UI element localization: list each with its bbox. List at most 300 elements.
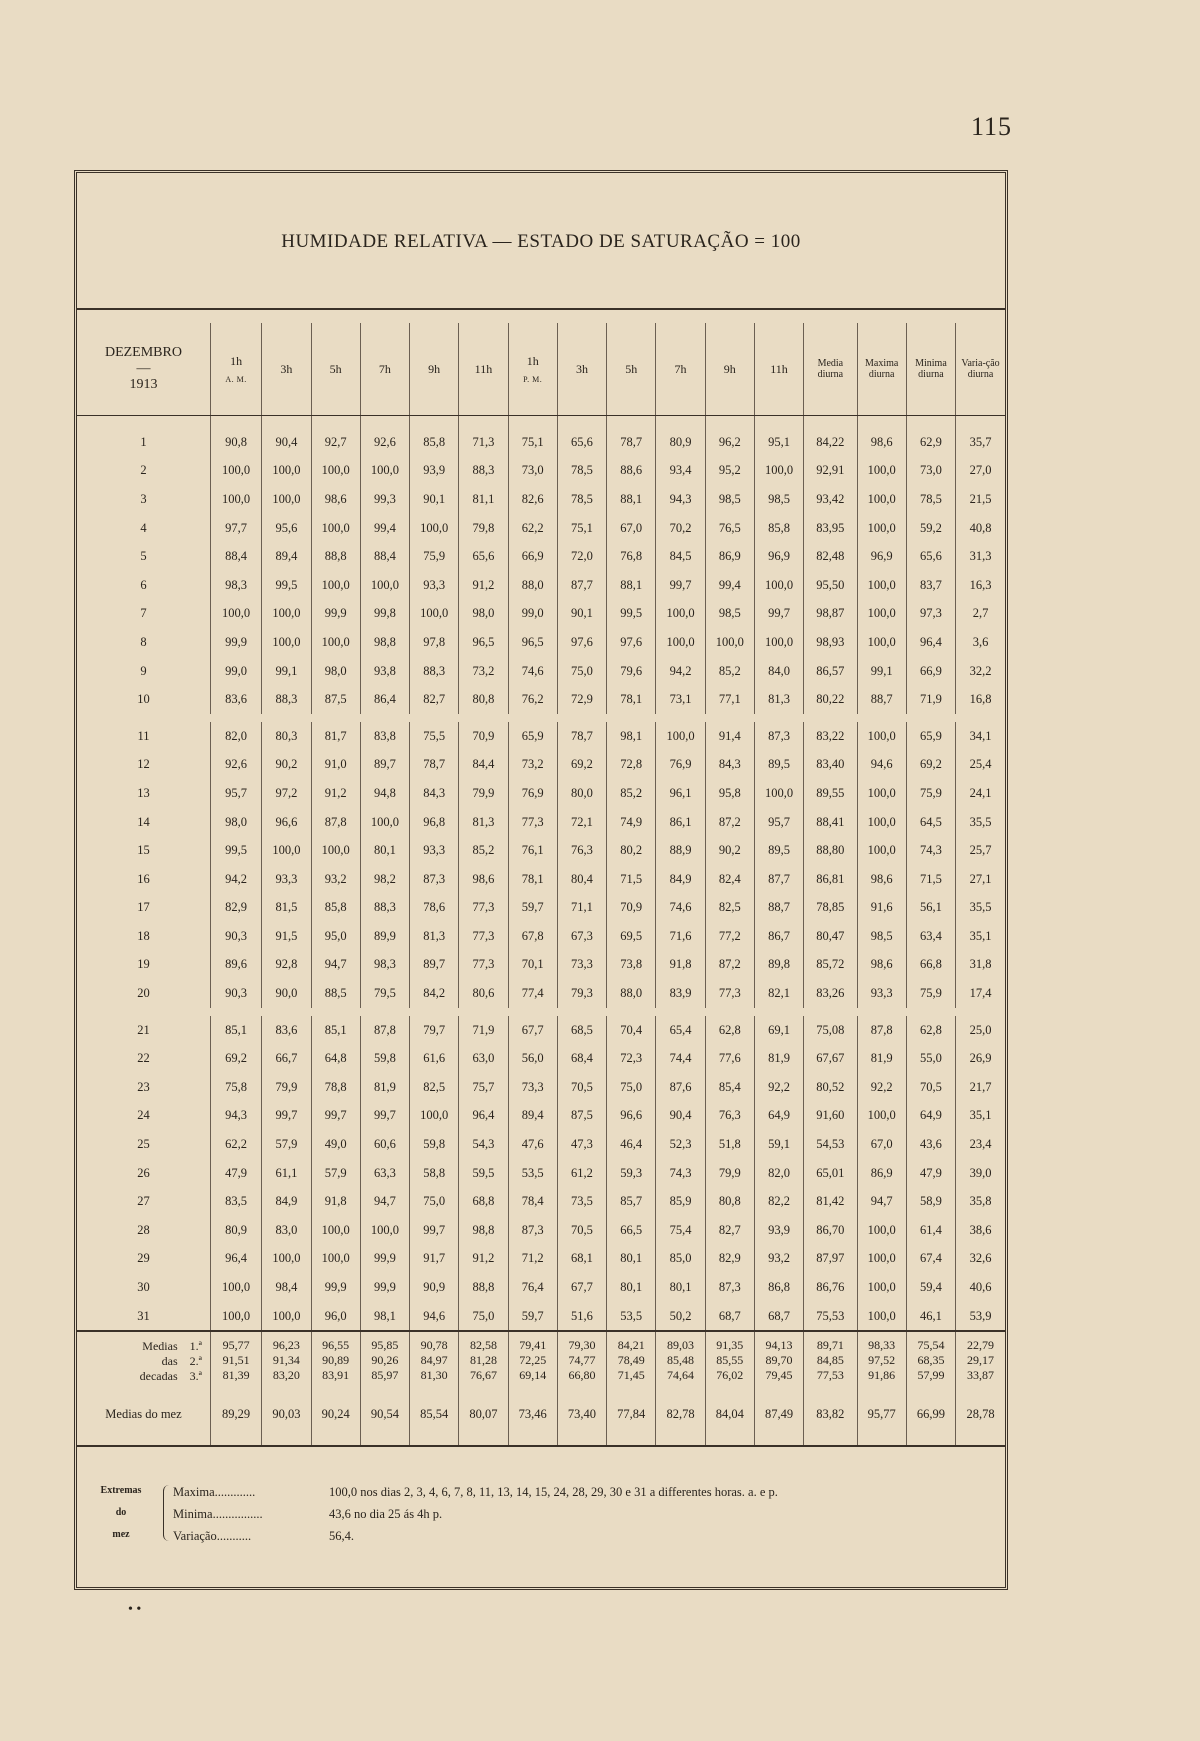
table-cell: 47,9	[906, 1159, 955, 1188]
table-cell: 99,7	[656, 571, 705, 600]
table-cell: 91,5	[262, 922, 311, 951]
table-row	[77, 685, 1005, 714]
table-cell: 57,9	[262, 1130, 311, 1159]
table-cell: 85,2	[459, 836, 508, 865]
table-cell: 93,3	[262, 865, 311, 894]
table-cell: 90,9	[410, 1273, 459, 1302]
table-cell: 93,2	[311, 865, 360, 894]
day-number: 8	[140, 634, 147, 649]
table-cell: 100,0	[857, 1245, 906, 1274]
table-cell: 80,8	[459, 685, 508, 714]
table-cell: 100,0	[857, 1102, 906, 1131]
table-cell: 94,7	[857, 1187, 906, 1216]
table-cell: 54,3	[459, 1130, 508, 1159]
table-cell: 90,78	[410, 1331, 459, 1353]
table-cell: 78,5	[906, 485, 955, 514]
table-cell: 80,47	[804, 922, 857, 951]
table-cell: 100,0	[656, 600, 705, 629]
table-cell: 93,4	[656, 457, 705, 486]
table-cell: 94,6	[410, 1302, 459, 1332]
extreme-var-value: 56,4.	[329, 1529, 354, 1543]
table-row	[77, 542, 1005, 571]
table-cell: 100,0	[311, 514, 360, 543]
table-cell: 81,1	[459, 485, 508, 514]
table-cell: 39,0	[956, 1159, 1005, 1188]
table-cell: 85,48	[656, 1353, 705, 1368]
table-cell: 65,6	[557, 416, 606, 457]
table-cell: 95,1	[754, 416, 803, 457]
table-cell: 85,54	[410, 1383, 459, 1446]
decade-ordinal: 2.ª	[189, 1353, 202, 1368]
page-title: HUMIDADE RELATIVA — ESTADO DE SATURAÇÃO = 100	[281, 231, 801, 252]
table-cell: 61,2	[557, 1159, 606, 1188]
table-cell: 98,8	[459, 1216, 508, 1245]
day-number: 20	[137, 986, 150, 1001]
table-cell: 81,9	[857, 1044, 906, 1073]
table-cell: 81,42	[804, 1187, 857, 1216]
table-cell: 21,5	[956, 485, 1005, 514]
table-cell: 93,9	[410, 457, 459, 486]
table-cell: 79,8	[459, 514, 508, 543]
table-cell: 78,49	[607, 1353, 656, 1368]
table-cell: 86,76	[804, 1273, 857, 1302]
humidity-table	[77, 323, 1005, 1447]
day-number: 30	[137, 1280, 150, 1295]
table-cell: 96,2	[705, 416, 754, 457]
table-cell: 80,8	[705, 1187, 754, 1216]
table-cell: 97,6	[557, 628, 606, 657]
table-cell: 78,6	[410, 894, 459, 923]
table-row	[77, 836, 1005, 865]
table-cell: 96,5	[508, 628, 557, 657]
table-cell: 83,82	[804, 1383, 857, 1446]
table-cell: 68,4	[557, 1044, 606, 1073]
table-cell: 69,2	[210, 1044, 261, 1073]
table-cell: 31,3	[956, 542, 1005, 571]
table-cell: 51,6	[557, 1302, 606, 1332]
table-row	[77, 1187, 1005, 1216]
table-cell: 96,9	[754, 542, 803, 571]
table-cell: 79,7	[410, 1016, 459, 1045]
table-cell: 80,1	[607, 1273, 656, 1302]
table-cell: 25,0	[956, 1016, 1005, 1045]
table-cell: 100,0	[410, 600, 459, 629]
table-cell: 40,8	[956, 514, 1005, 543]
table-cell: 85,2	[705, 657, 754, 686]
table-cell: 96,55	[311, 1331, 360, 1353]
decade-row	[77, 1368, 1005, 1383]
table-cell: 95,2	[705, 457, 754, 486]
table-cell: 85,1	[311, 1016, 360, 1045]
table-cell: 73,3	[508, 1073, 557, 1102]
table-cell: 78,7	[557, 722, 606, 751]
header-row	[77, 323, 1005, 416]
table-cell: 96,4	[459, 1102, 508, 1131]
table-cell: 89,5	[754, 836, 803, 865]
table-cell: 64,5	[906, 808, 955, 837]
table-cell: 87,6	[656, 1073, 705, 1102]
table-cell: 95,8	[705, 779, 754, 808]
table-cell: 84,0	[754, 657, 803, 686]
table-cell: 72,1	[557, 808, 606, 837]
table-cell: 91,86	[857, 1368, 906, 1383]
table-row	[77, 1130, 1005, 1159]
header-month	[77, 323, 210, 416]
table-row	[77, 951, 1005, 980]
table-cell: 82,0	[210, 722, 261, 751]
table-cell: 81,3	[754, 685, 803, 714]
table-cell: 85,1	[210, 1016, 261, 1045]
table-cell: 82,48	[804, 542, 857, 571]
table-cell: 74,6	[508, 657, 557, 686]
table-cell: 84,5	[656, 542, 705, 571]
day-number: 23	[137, 1079, 150, 1094]
table-cell: 99,8	[360, 600, 409, 629]
table-cell: 98,3	[360, 951, 409, 980]
table-cell: 84,2	[410, 979, 459, 1008]
table-cell: 59,1	[754, 1130, 803, 1159]
table-cell: 87,97	[804, 1245, 857, 1274]
table-cell: 76,4	[508, 1273, 557, 1302]
table-cell: 99,1	[262, 657, 311, 686]
table-cell: 71,3	[459, 416, 508, 457]
table-cell: 100,0	[262, 457, 311, 486]
table-cell: 100,0	[857, 600, 906, 629]
table-cell: 95,50	[804, 571, 857, 600]
table-cell: 100,0	[210, 600, 261, 629]
table-cell: 97,3	[906, 600, 955, 629]
table-cell: 83,8	[360, 722, 409, 751]
table-cell: 84,9	[262, 1187, 311, 1216]
table-cell: 35,7	[956, 416, 1005, 457]
table-cell: 68,7	[754, 1302, 803, 1332]
table-cell: 99,7	[754, 600, 803, 629]
table-cell: 99,7	[410, 1216, 459, 1245]
table-cell: 35,1	[956, 1102, 1005, 1131]
table-cell: 71,9	[459, 1016, 508, 1045]
table-cell: 38,6	[956, 1216, 1005, 1245]
table-cell: 77,3	[459, 922, 508, 951]
day-number: 10	[137, 692, 150, 707]
table-cell: 81,3	[459, 808, 508, 837]
table-cell: 59,2	[906, 514, 955, 543]
table-cell: 76,9	[508, 779, 557, 808]
table-cell: 100,0	[311, 457, 360, 486]
table-cell: 89,55	[804, 779, 857, 808]
table-cell: 53,5	[508, 1159, 557, 1188]
table-cell: 74,4	[656, 1044, 705, 1073]
table-cell: 59,5	[459, 1159, 508, 1188]
day-number: 18	[137, 928, 150, 943]
table-cell: 75,53	[804, 1302, 857, 1332]
table-cell: 89,8	[754, 951, 803, 980]
table-cell: 80,1	[360, 836, 409, 865]
table-cell: 65,6	[459, 542, 508, 571]
table-cell: 59,4	[906, 1273, 955, 1302]
decade-row	[77, 1331, 1005, 1353]
extreme-var-row	[77, 1529, 1005, 1547]
table-cell: 81,30	[410, 1368, 459, 1383]
table-cell: 72,8	[607, 751, 656, 780]
table-cell: 88,41	[804, 808, 857, 837]
table-cell: 85,8	[311, 894, 360, 923]
table-cell: 64,9	[906, 1102, 955, 1131]
table-cell: 85,9	[656, 1187, 705, 1216]
table-cell: 70,9	[607, 894, 656, 923]
table-cell: 91,0	[311, 751, 360, 780]
table-cell: 68,8	[459, 1187, 508, 1216]
daily-rows	[77, 416, 1005, 1332]
day-number: 9	[140, 663, 147, 678]
table-cell: 88,4	[210, 542, 261, 571]
table-cell: 83,20	[262, 1368, 311, 1383]
table-cell: 100,0	[754, 571, 803, 600]
decade-label	[77, 1331, 210, 1353]
month-mean-label: Medias do mez	[77, 1383, 210, 1446]
table-cell: 61,1	[262, 1159, 311, 1188]
table-cell: 33,87	[956, 1368, 1005, 1383]
header-hour: 3h	[262, 323, 311, 416]
table-cell: 75,4	[656, 1216, 705, 1245]
table-cell: 99,7	[262, 1102, 311, 1131]
table-cell: 47,6	[508, 1130, 557, 1159]
table-cell: 91,4	[705, 722, 754, 751]
table-cell: 46,4	[607, 1130, 656, 1159]
table-cell: 84,9	[656, 865, 705, 894]
table-cell: 88,3	[459, 457, 508, 486]
table-cell: 84,22	[804, 416, 857, 457]
table-cell: 82,5	[705, 894, 754, 923]
table-cell: 88,5	[311, 979, 360, 1008]
table-row	[77, 1044, 1005, 1073]
table-cell: 3,6	[956, 628, 1005, 657]
table-cell: 88,0	[508, 571, 557, 600]
table-cell: 64,9	[754, 1102, 803, 1131]
table-cell: 58,8	[410, 1159, 459, 1188]
table-cell: 98,6	[857, 951, 906, 980]
table-cell: 25,4	[956, 751, 1005, 780]
table-cell: 76,5	[705, 514, 754, 543]
extremes-section	[77, 1475, 1005, 1575]
decade-row	[77, 1353, 1005, 1368]
day-number: 6	[140, 577, 147, 592]
extreme-min-value: 43,6 no dia 25 ás 4h p.	[329, 1507, 443, 1521]
table-cell: 73,0	[906, 457, 955, 486]
table-cell: 63,0	[459, 1044, 508, 1073]
table-cell: 93,3	[410, 571, 459, 600]
table-cell: 98,87	[804, 600, 857, 629]
table-cell: 73,3	[557, 951, 606, 980]
table-cell: 91,8	[656, 951, 705, 980]
table-row	[77, 628, 1005, 657]
table-cell: 98,1	[360, 1302, 409, 1332]
table-cell: 93,8	[360, 657, 409, 686]
table-cell: 95,7	[210, 779, 261, 808]
table-cell: 47,3	[557, 1130, 606, 1159]
table-cell: 87,3	[754, 722, 803, 751]
table-cell: 67,67	[804, 1044, 857, 1073]
decade-label	[77, 1368, 210, 1383]
table-cell: 90,3	[210, 979, 261, 1008]
table-cell: 90,4	[262, 416, 311, 457]
day-number: 28	[137, 1222, 150, 1237]
header-hour: 7h	[360, 323, 409, 416]
table-row	[77, 1102, 1005, 1131]
table-cell: 100,0	[210, 457, 261, 486]
table-cell: 95,7	[754, 808, 803, 837]
header-variacao: Varia-ção diurna	[956, 323, 1005, 416]
table-cell: 97,8	[410, 628, 459, 657]
table-cell: 90,1	[410, 485, 459, 514]
table-cell: 76,1	[508, 836, 557, 865]
table-cell: 99,7	[360, 1102, 409, 1131]
table-row	[77, 1245, 1005, 1274]
table-cell: 77,3	[508, 808, 557, 837]
table-cell: 66,8	[906, 951, 955, 980]
table-cell: 65,4	[656, 1016, 705, 1045]
table-cell: 75,0	[607, 1073, 656, 1102]
day-number: 14	[137, 814, 150, 829]
table-row	[77, 1302, 1005, 1332]
table-cell: 89,03	[656, 1331, 705, 1353]
table-cell: 89,70	[754, 1353, 803, 1368]
day-number: 15	[137, 843, 150, 858]
table-cell: 73,0	[508, 457, 557, 486]
table-cell: 71,5	[607, 865, 656, 894]
table-cell: 98,6	[311, 485, 360, 514]
table-cell: 80,3	[262, 722, 311, 751]
table-cell: 93,3	[410, 836, 459, 865]
table-cell: 55,0	[906, 1044, 955, 1073]
table-cell: 52,3	[656, 1130, 705, 1159]
table-cell: 69,5	[607, 922, 656, 951]
table-cell: 95,85	[360, 1331, 409, 1353]
table-cell: 98,2	[360, 865, 409, 894]
table-cell: 95,77	[210, 1331, 261, 1353]
table-cell: 70,4	[607, 1016, 656, 1045]
header-hour: 9h	[705, 323, 754, 416]
table-cell: 80,2	[607, 836, 656, 865]
table-row	[77, 979, 1005, 1008]
table-cell: 85,7	[607, 1187, 656, 1216]
table-cell: 81,9	[360, 1073, 409, 1102]
day-number: 31	[137, 1308, 150, 1323]
table-cell: 61,4	[906, 1216, 955, 1245]
table-cell: 80,9	[210, 1216, 261, 1245]
extreme-max-name: Maxima.............	[173, 1485, 256, 1499]
table-cell: 96,23	[262, 1331, 311, 1353]
table-cell: 74,9	[607, 808, 656, 837]
table-cell: 65,9	[906, 722, 955, 751]
table-cell: 100,0	[857, 1273, 906, 1302]
month-dash: —	[136, 361, 151, 376]
table-cell: 71,45	[607, 1368, 656, 1383]
table-cell: 98,0	[459, 600, 508, 629]
table-cell: 82,58	[459, 1331, 508, 1353]
table-cell: 98,6	[857, 865, 906, 894]
table-cell: 85,4	[705, 1073, 754, 1102]
table-cell: 88,9	[656, 836, 705, 865]
table-cell: 89,29	[210, 1383, 261, 1446]
table-cell: 82,1	[754, 979, 803, 1008]
day-number: 24	[137, 1108, 150, 1123]
table-row	[77, 657, 1005, 686]
extremes-label-2: do	[115, 1507, 127, 1518]
table-cell: 91,7	[410, 1245, 459, 1274]
table-cell: 86,9	[857, 1159, 906, 1188]
table-cell: 89,9	[360, 922, 409, 951]
table-cell: 80,1	[607, 1245, 656, 1274]
table-cell: 94,7	[360, 1187, 409, 1216]
table-cell: 87,5	[311, 685, 360, 714]
table-cell: 68,35	[906, 1353, 955, 1368]
gap-cell	[77, 1008, 1005, 1016]
table-cell: 84,4	[459, 751, 508, 780]
table-cell: 100,0	[311, 571, 360, 600]
table-cell: 100,0	[210, 485, 261, 514]
decade-gap	[77, 714, 1005, 722]
table-cell: 96,6	[262, 808, 311, 837]
table-cell: 100,0	[656, 628, 705, 657]
table-row	[77, 1216, 1005, 1245]
table-cell: 96,5	[459, 628, 508, 657]
table-cell: 99,5	[210, 836, 261, 865]
table-cell: 69,14	[508, 1368, 557, 1383]
table-cell: 95,6	[262, 514, 311, 543]
table-cell: 77,2	[705, 922, 754, 951]
table-cell: 46,1	[906, 1302, 955, 1332]
table-cell: 99,9	[210, 628, 261, 657]
table-cell: 97,2	[262, 779, 311, 808]
table-cell: 100,0	[857, 779, 906, 808]
table-cell: 63,3	[360, 1159, 409, 1188]
table-cell: 59,8	[360, 1044, 409, 1073]
table-row	[77, 457, 1005, 486]
table-cell: 81,39	[210, 1368, 261, 1383]
day-number: 26	[137, 1165, 150, 1180]
table-cell: 99,1	[857, 657, 906, 686]
table-cell: 85,55	[705, 1353, 754, 1368]
table-cell: 77,3	[459, 894, 508, 923]
table-cell: 69,1	[754, 1016, 803, 1045]
table-cell: 74,77	[557, 1353, 606, 1368]
decade-ordinal: 3.ª	[189, 1368, 202, 1383]
table-cell: 76,8	[607, 542, 656, 571]
month-name: DEZEMBRO	[104, 345, 182, 360]
table-cell: 94,3	[656, 485, 705, 514]
table-cell: 98,4	[262, 1273, 311, 1302]
table-cell: 35,8	[956, 1187, 1005, 1216]
table-cell: 68,7	[705, 1302, 754, 1332]
table-cell: 96,1	[656, 779, 705, 808]
table-cell: 32,6	[956, 1245, 1005, 1274]
table-cell: 86,57	[804, 657, 857, 686]
table-cell: 79,9	[262, 1073, 311, 1102]
table-cell: 98,8	[360, 628, 409, 657]
footnote-marks: • •	[128, 1602, 142, 1617]
extreme-var-name: Variação...........	[173, 1529, 252, 1543]
table-cell: 74,3	[656, 1159, 705, 1188]
table-cell: 59,7	[508, 894, 557, 923]
table-cell: 76,3	[705, 1102, 754, 1131]
table-cell: 91,8	[311, 1187, 360, 1216]
table-row	[77, 779, 1005, 808]
table-cell: 100,0	[311, 836, 360, 865]
table-cell: 85,8	[754, 514, 803, 543]
table-cell: 71,9	[906, 685, 955, 714]
table-cell: 80,4	[557, 865, 606, 894]
table-cell: 77,4	[508, 979, 557, 1008]
